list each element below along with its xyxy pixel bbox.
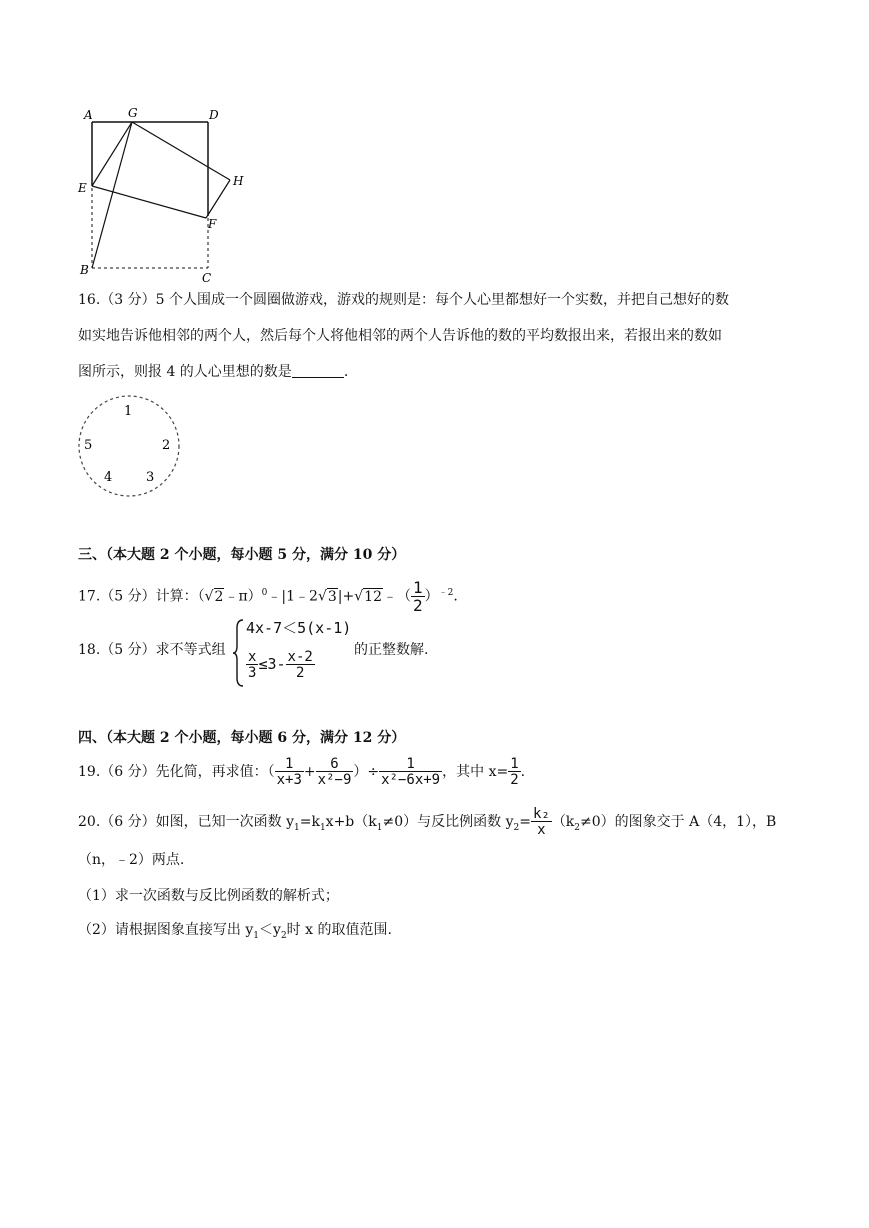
q17: 17.（5 分）计算：（√2﹣π）$^0$﹣|1﹣2√3|+√12﹣（ $\frac{1}{2}$ ）$^{﹣2}$. — [78, 577, 458, 615]
circle-figure — [76, 393, 182, 499]
q16-line3: 图所示，则报 4 的人心里想的数是 . — [78, 364, 349, 380]
label-a: A — [84, 108, 93, 122]
section4-heading: 四、（本大题 2 个小题，每小题 6 分，满分 12 分） — [78, 730, 406, 746]
q18-ineq1: 4x-7＜5(x-1) — [246, 619, 352, 637]
circle-number-1: 1 — [124, 404, 133, 419]
q20-line2: （n，﹣2）两点. — [78, 852, 185, 868]
section3-heading: 三、（本大题 2 个小题，每小题 5 分，满分 10 分） — [78, 547, 406, 563]
answer-blank — [292, 363, 344, 378]
q20-part1: （1）求一次函数与反比例函数的解析式； — [78, 888, 339, 904]
label-g: G — [128, 106, 138, 120]
q18-prefix: 18.（5 分）求不等式组 — [78, 642, 226, 658]
q18-ineq2: $\frac{x}{3}$ ≤3- $\frac{x-2}{2}$ — [248, 649, 313, 681]
geometry-figure — [70, 100, 260, 290]
label-b: B — [80, 263, 89, 277]
q20-line1: 20.（6 分）如图，已知一次函数 $y_1=k_1x+b(k_1\ne 0)$与反比例函数 $y_2=$ $\frac{\text{k₂}}{x}$ $(k_2\ne 0)$的图象交于 A（4，1），B — [78, 806, 777, 838]
system-brace — [232, 618, 244, 688]
label-h: H — [233, 174, 244, 188]
q18-suffix: 的正整数解. — [354, 642, 429, 658]
label-e: E — [78, 181, 87, 195]
label-c: C — [202, 271, 212, 285]
circle-number-5: 5 — [84, 438, 93, 453]
q20-part2: （2）请根据图象直接写出 $y_1<y_2$时 x 的取值范围. — [78, 922, 392, 941]
q19: 19.（6 分）先化简，再求值：（ $\frac{1}{x+3}$ + $\frac{6}{\text{x²−9}}$ ）÷ $\frac{1}{\text{x²−6x+9}}$ ，其中 x= $\frac{1}{2}$ . — [78, 756, 526, 788]
circle-number-2: 2 — [162, 438, 171, 453]
q16-line2: 如实地告诉他相邻的两个人，然后每个人将他相邻的两个人告诉他的数的平均数报出来，若报出来的数如 — [78, 328, 722, 344]
circle-number-3: 3 — [146, 470, 155, 485]
label-f: F — [208, 217, 217, 231]
label-d: D — [209, 108, 219, 122]
q16-line1: 16.（3 分）5 个人围成一个圆圈做游戏，游戏的规则是：每个人心里都想好一个实数，并把自己想好的数 — [78, 292, 729, 308]
circle-number-4: 4 — [104, 470, 113, 485]
